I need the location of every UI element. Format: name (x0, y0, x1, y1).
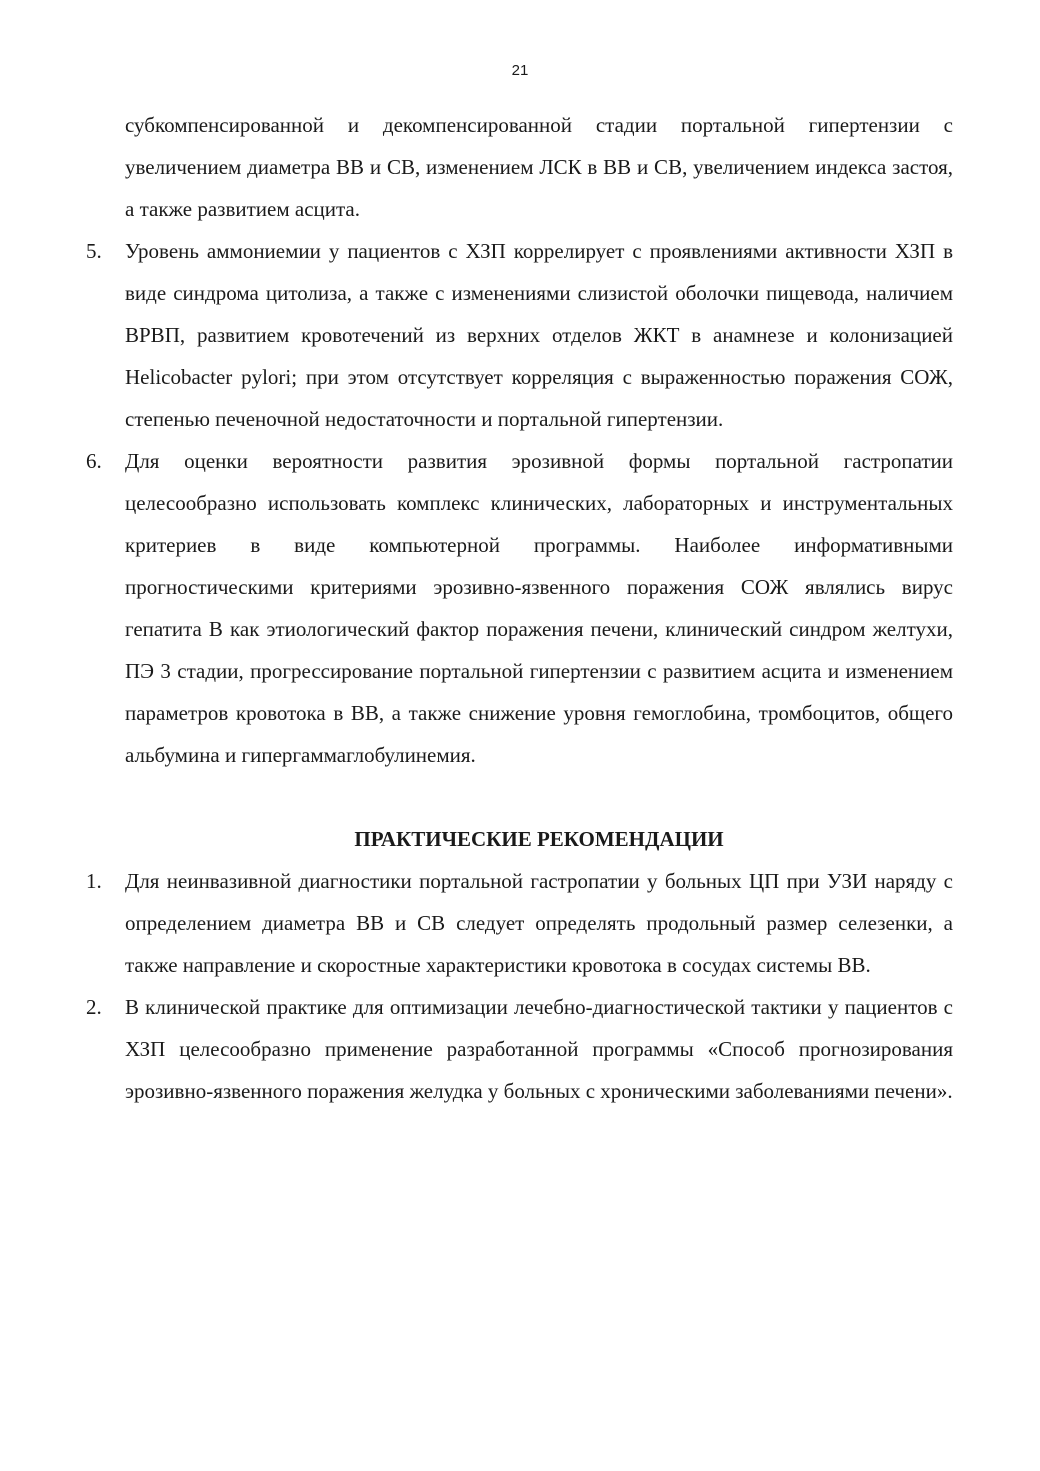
recommendation-number: 2. (86, 995, 102, 1019)
page-number: 21 (511, 62, 529, 79)
recommendation-number: 1. (86, 869, 102, 893)
conclusion-item-5 (86, 230, 953, 440)
recommendation-text: Для неинвазивной диагностики портальной гастропатии у больных ЦП при УЗИ наряду с определением диаметра ВВ и СВ следует определять продольный размер селезенки, а также направление и скоростные характеристики кровотока в сосудах системы ВВ. (125, 869, 953, 977)
intro-paragraph: субкомпенсированной и декомпенсированной стадии портальной гипертензии с увеличением диаметра ВВ и СВ, изменением ЛСК в ВВ и СВ, увеличением индекса застоя, а также развитием асцита. (125, 113, 953, 221)
page-body (86, 104, 953, 1112)
recommendation-item-2 (86, 986, 953, 1112)
section-heading: ПРАКТИЧЕСКИЕ РЕКОМЕНДАЦИИ (354, 827, 724, 851)
conclusion-text: Для оценки вероятности развития эрозивной формы портальной гастропатии целесообразно использовать комплекс клинических, лабораторных и инструментальных критериев в виде компьютерной программы. Наиболее информативными прогностическими критериями эрозивно-язвенного поражения СОЖ являлись вирус гепатита В как этиологический фактор поражения печени, клинический синдром желтухи, ПЭ 3 стадии, прогрессирование портальной гипертензии с развитием асцита и изменением параметров кровотока в ВВ, а также снижение уровня гемоглобина, тромбоцитов, общего альбумина и гипергаммаглобулинемия. (125, 449, 953, 767)
recommendation-text: В клинической практике для оптимизации лечебно-диагностической тактики у пациентов с ХЗП целесообразно применение разработанной программы «Способ прогнозирования эрозивно-язвенного поражения желудка у больных с хроническими заболеваниями печени». (125, 995, 953, 1103)
conclusion-text: Уровень аммониемии у пациентов с ХЗП коррелирует с проявлениями активности ХЗП в виде синдрома цитолиза, а также с изменениями слизистой оболочки пищевода, наличием ВРВП, развитием кровотечений из верхних отделов ЖКТ в анамнезе и колонизацией Helicobacter pylori; при этом отсутствует корреляция с выраженностью поражения СОЖ, степенью печеночной недостаточности и портальной гипертензии. (125, 239, 953, 431)
recommendation-item-1 (86, 860, 953, 986)
conclusion-item-6 (86, 440, 953, 776)
conclusion-number: 6. (86, 449, 102, 473)
conclusion-number: 5. (86, 239, 102, 263)
